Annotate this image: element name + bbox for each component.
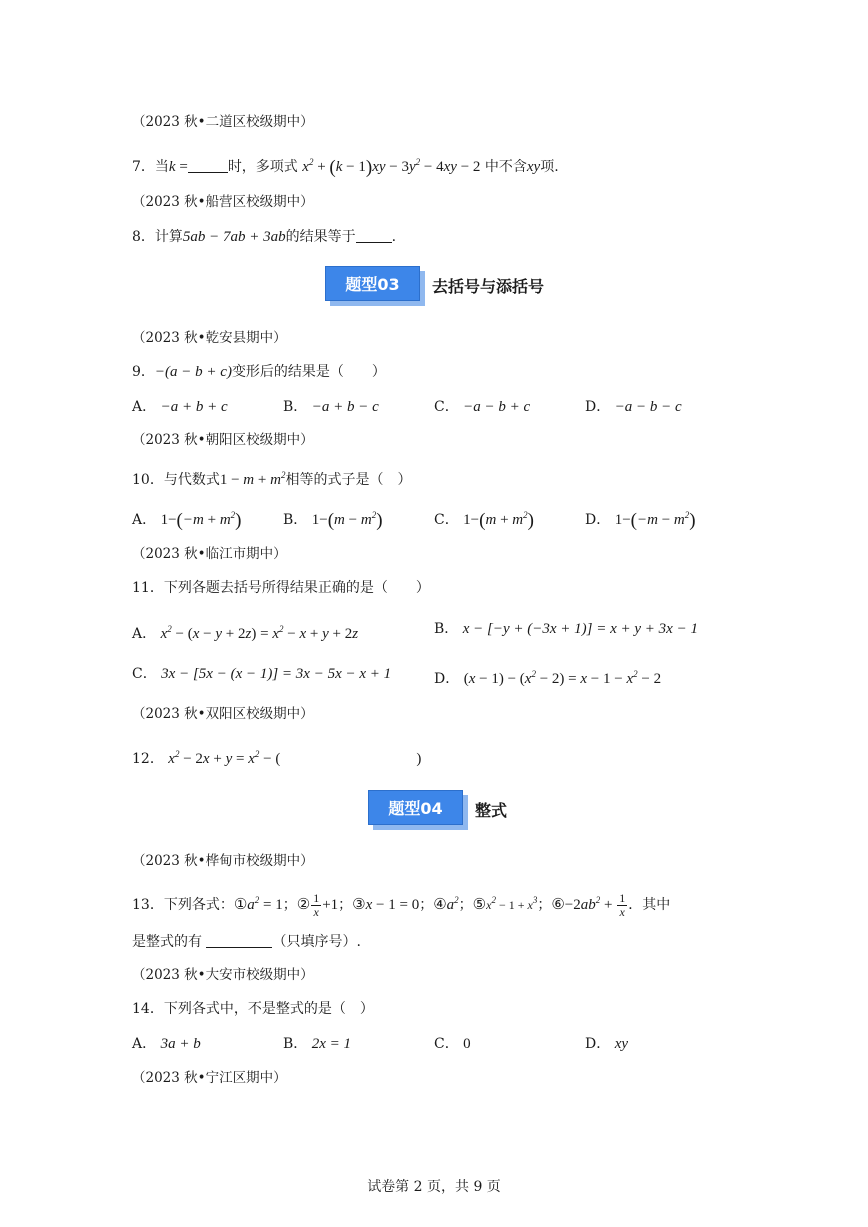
option-label: D． <box>585 512 611 528</box>
option-value: 3a + b <box>160 1036 201 1052</box>
q7-text-end: 项. <box>540 159 559 175</box>
q9-text: 变形后的结果是（ ） <box>231 364 386 380</box>
q10-prefix: 与代数式 <box>163 472 220 488</box>
answer-blank[interactable] <box>188 172 228 173</box>
page-footer: 试卷第 2 页，共 9 页 <box>367 1179 501 1195</box>
answer-blank[interactable] <box>356 242 392 243</box>
section-badge-03 <box>325 266 425 306</box>
q11-text: 下列各题去括号所得结果正确的是（ ） <box>163 580 430 596</box>
question-number: 8． <box>132 229 155 245</box>
q8-text-end: . <box>391 229 397 245</box>
option-value: 3x − [5x − (x − 1)] = 3x − 5x − x + 1 <box>161 666 392 682</box>
option-value: $1-(m + m^2)$ <box>463 510 534 531</box>
source-label: （2023 秋•桦甸市校级期中） <box>132 853 314 869</box>
option-value: −a + b − c <box>311 399 379 415</box>
source-label: （2023 秋•二道区校级期中） <box>132 114 314 130</box>
item-3: x − 1 = 0 <box>365 897 420 913</box>
q12-expression: $x^2 - 2x + y = x^2$ − ( <box>168 749 281 767</box>
q7-text: 时，多项式 <box>227 159 298 175</box>
option-c[interactable] <box>434 1034 471 1054</box>
item-1-marker: ① <box>233 895 248 913</box>
q7-term-xy: xy <box>526 159 541 175</box>
q13-prefix: 下列各式： <box>163 897 234 913</box>
option-label: A． <box>132 1036 157 1052</box>
item-2-marker: ② <box>296 895 311 913</box>
option-value: $(x - 1) - (x^2 - 2) = x - 1 - x^2 - 2$ <box>463 669 662 687</box>
item-6: $-2ab^2$ + $\frac{1}{x}$ <box>564 891 626 920</box>
q8-text: 的结果等于 <box>285 229 356 245</box>
question-7 <box>132 152 559 178</box>
option-value: −a + b + c <box>160 399 228 415</box>
source-label: （2023 秋•乾安县期中） <box>132 330 287 346</box>
q14-text: 下列各式中，不是整式的是（ ） <box>163 1001 374 1017</box>
item-6-marker: ⑥ <box>551 895 565 913</box>
question-number: 11． <box>132 580 164 596</box>
option-label: D． <box>585 1036 611 1052</box>
section-title-03: 去括号与添括号 <box>432 277 545 296</box>
option-label: B． <box>283 1036 308 1052</box>
option-c[interactable] <box>434 505 534 531</box>
q7-prefix: 当 <box>154 159 169 175</box>
option-value: 0 <box>463 1036 471 1052</box>
item-4-marker: ④ <box>433 895 447 913</box>
option-label: B． <box>434 621 459 637</box>
option-value: 2x = 1 <box>311 1036 352 1052</box>
option-label: D． <box>434 671 460 687</box>
option-value: −a − b + c <box>463 399 531 415</box>
q12-close-paren: ) <box>416 751 422 767</box>
section-badge-04 <box>368 790 468 830</box>
item-1: $a^2 = 1$ <box>247 895 283 913</box>
option-label: B． <box>283 512 308 528</box>
q10-expression: $1 - m + m^2$ <box>219 470 286 488</box>
option-b[interactable] <box>283 505 383 531</box>
badge-label: 题型04 <box>368 790 463 825</box>
question-number: 10． <box>132 472 164 488</box>
option-d[interactable] <box>434 664 661 689</box>
option-value: $1-(-m + m^2)$ <box>160 510 242 531</box>
question-number: 14． <box>132 1001 164 1017</box>
q9-expression: −(a − b + c) <box>154 364 232 380</box>
option-d[interactable] <box>585 1034 628 1054</box>
option-value: $1-(-m - m^2)$ <box>614 510 696 531</box>
question-number: 13． <box>132 897 164 913</box>
question-9 <box>132 362 386 382</box>
option-label: D． <box>585 399 611 415</box>
question-13: 13．下列各式：$①a^2 = 1$；② $\frac{1}{x}$ +1；③x − 1 = 0；$④a^2$；$⑤x^2 - 1 + x^3$；$⑥-2ab^2$ + $\frac{1}{x}$ ．其中 <box>132 891 671 920</box>
option-value: xy <box>614 1036 629 1052</box>
option-label: A． <box>132 399 157 415</box>
option-value: −a − b − c <box>614 399 682 415</box>
source-label: （2023 秋•宁江区期中） <box>132 1070 287 1086</box>
option-value: $x^2 - (x - y + 2z) = x^2 - x + y + 2z$ <box>160 624 359 642</box>
option-label: B． <box>283 399 308 415</box>
source-label: （2023 秋•双阳区校级期中） <box>132 706 314 722</box>
question-12 <box>132 744 421 769</box>
q13-text-3: （只填序号）. <box>272 934 361 950</box>
option-a[interactable] <box>132 505 241 531</box>
section-title-04: 整式 <box>475 801 508 820</box>
option-value: x − [−y + (−3x + 1)] = x + y + 3x − 1 <box>462 621 698 637</box>
option-label: A． <box>132 626 157 642</box>
option-b[interactable] <box>434 619 698 639</box>
question-number: 9． <box>132 364 155 380</box>
option-b[interactable] <box>283 397 379 417</box>
question-11 <box>132 578 430 598</box>
q7-text-2: 中不含 <box>484 159 527 175</box>
option-c[interactable] <box>434 397 530 417</box>
q8-expression: 5ab − 7ab + 3ab <box>182 229 286 245</box>
item-5-marker: ⑤ <box>472 895 487 913</box>
question-10 <box>132 465 411 490</box>
option-d[interactable] <box>585 505 696 531</box>
source-label: （2023 秋•朝阳区校级期中） <box>132 432 314 448</box>
source-label: （2023 秋•临江市期中） <box>132 546 287 562</box>
option-a[interactable] <box>132 1034 201 1054</box>
option-label: C． <box>434 512 459 528</box>
option-d[interactable] <box>585 397 682 417</box>
source-label: （2023 秋•船营区校级期中） <box>132 194 314 210</box>
option-label: C． <box>434 399 459 415</box>
option-a[interactable] <box>132 619 358 644</box>
item-5: $x^2 - 1 + x^3$ <box>486 895 538 912</box>
answer-blank[interactable] <box>206 947 272 948</box>
q7-equals: = <box>175 159 188 175</box>
item-2: $\frac{1}{x}$ +1 <box>313 891 339 920</box>
question-14 <box>132 999 374 1019</box>
item-3-marker: ③ <box>352 895 366 913</box>
badge-label: 题型03 <box>325 266 420 301</box>
question-8 <box>132 227 396 247</box>
question-number: 12． <box>132 751 164 767</box>
option-label: A． <box>132 512 157 528</box>
q13-text-2: 是整式的有 <box>132 934 207 950</box>
item-4: $a^2$ <box>446 895 459 913</box>
question-13-line-2 <box>132 932 361 952</box>
option-label: C． <box>132 666 157 682</box>
question-number: 7． <box>132 159 155 175</box>
option-a[interactable] <box>132 397 228 417</box>
q7-polynomial: $x^2 + (k - 1)xy - 3y^2 - 4xy - 2$ <box>302 157 481 178</box>
q7-var-k: k <box>168 159 176 175</box>
option-b[interactable] <box>283 1034 351 1054</box>
q13-text: ．其中 <box>628 897 671 913</box>
option-c[interactable] <box>132 664 391 684</box>
q10-text: 相等的式子是（ ） <box>285 472 412 488</box>
q8-prefix: 计算 <box>154 229 183 245</box>
source-label: （2023 秋•大安市校级期中） <box>132 967 314 983</box>
option-label: C． <box>434 1036 459 1052</box>
option-value: $1-(m - m^2)$ <box>311 510 383 531</box>
